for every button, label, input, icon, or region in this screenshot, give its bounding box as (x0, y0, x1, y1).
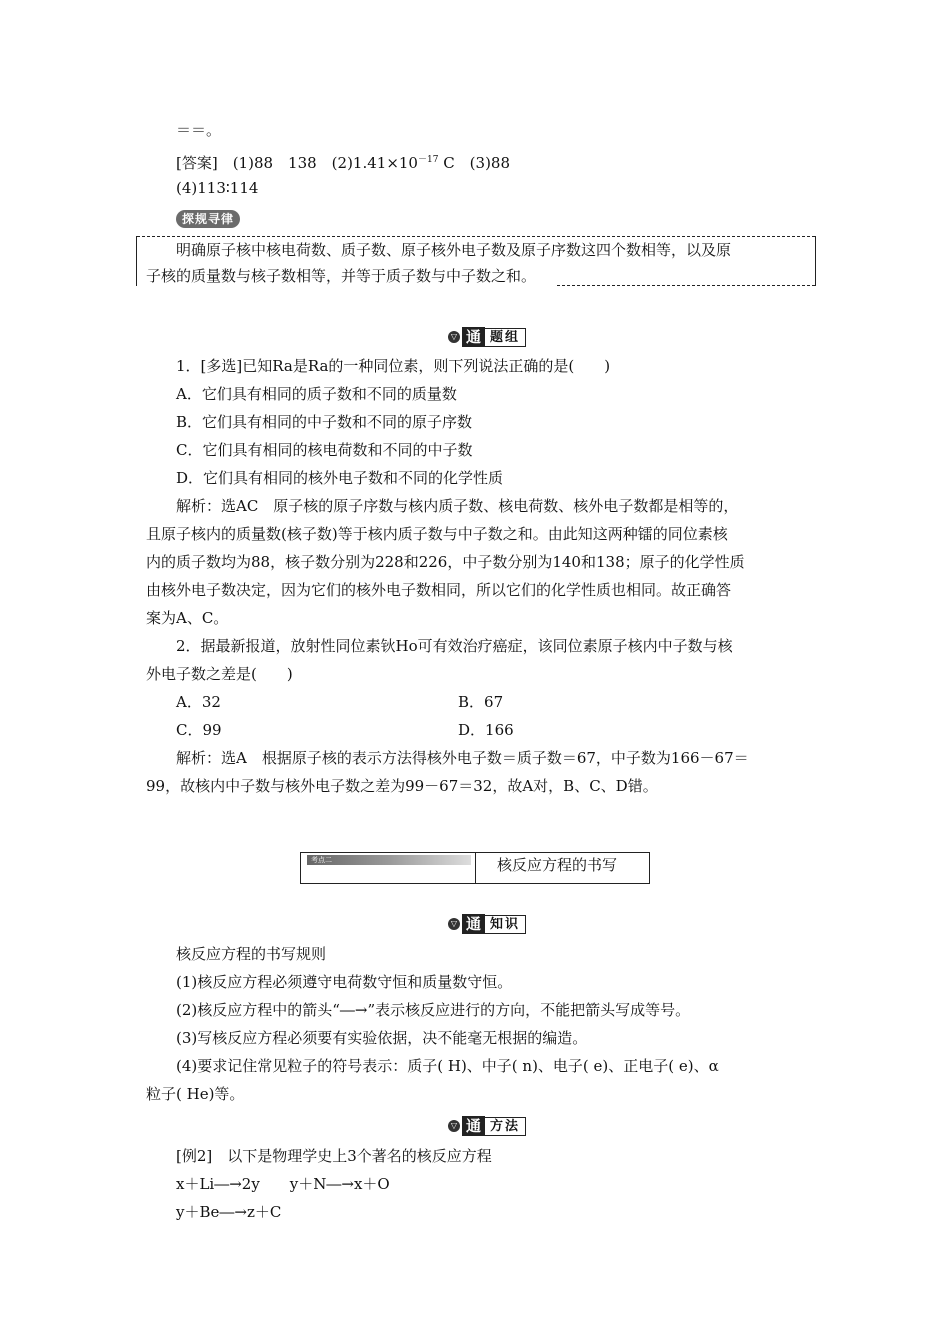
section-head-tongfangfa (448, 1116, 526, 1136)
q1-option-d: D．它们具有相同的核外电子数和不同的化学性质 (176, 469, 504, 487)
q2-stem-2: 外电子数之差是( ) (146, 665, 293, 683)
q2-stem-1: 2．据最新报道，放射性同位素钬Ho可有效治疗癌症，该同位素原子核内中子数与核 (176, 637, 733, 655)
rule-1: (1)核反应方程必须遵守电荷数守恒和质量数守恒。 (176, 973, 513, 991)
q1-analysis-2: 且原子核内的质量数(核子数)等于核内质子数与中子数之和。由此知这两种镭的同位素核 (146, 525, 728, 543)
example-2-heading: [例2] 以下是物理学史上3个著名的核反应方程 (176, 1147, 492, 1165)
key-point-tag: 考点二 (307, 855, 471, 865)
key-point-box (300, 852, 650, 884)
q1-option-a: A．它们具有相同的质子数和不同的质量数 (176, 385, 457, 403)
q1-stem: 1．[多选]已知Ra是Ra的一种同位素，则下列说法正确的是( ) (176, 357, 611, 375)
key-point-title: 核反应方程的书写 (497, 856, 618, 874)
triangle-icon: ▽ (448, 1120, 460, 1132)
section-head-tongtizu (448, 327, 526, 347)
q2-option-c: C．99 (176, 721, 222, 739)
q1-analysis-3: 内的质子数均为88，核子数分别为228和226，中子数分别为140和138；原子的化学性质 (146, 553, 745, 571)
fraction-ending: ＝＝。 (176, 121, 222, 139)
answer-text: [答案] (1)88 138 (2)1.41×10 (176, 154, 418, 172)
rules-heading: 核反应方程的书写规则 (176, 945, 327, 963)
tip-text-2: 子核的质量数与核子数相等，并等于质子数与中子数之和。 (146, 267, 537, 285)
answer-text-tail: C (3)88 (438, 154, 511, 172)
tip-dash-top (137, 236, 815, 237)
rule-3: (3)写核反应方程必须要有实验依据，决不能毫无根据的编造。 (176, 1029, 588, 1047)
q1-option-c: C．它们具有相同的核电荷数和不同的中子数 (176, 441, 473, 459)
tip-text-1: 明确原子核中核电荷数、质子数、原子核外电子数及原子序数这四个数相等，以及原 (176, 241, 732, 259)
answer-line-2: (4)113∶114 (176, 179, 259, 197)
q1-option-b: B．它们具有相同的中子数和不同的原子序数 (176, 413, 473, 431)
section-label: 方法 (485, 1117, 526, 1136)
answer-exponent: －17 (417, 155, 439, 165)
triangle-icon: ▽ (448, 331, 460, 343)
answer-line (176, 150, 510, 173)
key-point-divider (475, 853, 476, 883)
rule-4-cont: 粒子( He)等。 (146, 1085, 245, 1103)
section-head-tongzhishi (448, 914, 526, 934)
q2-option-a: A．32 (176, 693, 221, 711)
tong-label: 通 (462, 914, 485, 934)
equation-line-1: x＋Li―→2y y＋N―→x＋O (176, 1175, 390, 1193)
q2-analysis-1: 解析：选A 根据原子核的表示方法得核外电子数＝质子数＝67，中子数为166－67＝ (176, 749, 749, 767)
tong-label: 通 (462, 327, 485, 347)
section-label: 题组 (485, 328, 526, 347)
rule-4: (4)要求记住常见粒子的符号表示：质子( H)、中子( n)、电子( e)、正电子( e)、α (176, 1057, 719, 1075)
rule-2: (2)核反应方程中的箭头“―→”表示核反应进行的方向，不能把箭头写成等号。 (176, 1001, 691, 1019)
q1-analysis-1: 解析：选AC 原子核的原子序数与核内质子数、核电荷数、核外电子数都是相等的， (176, 497, 739, 515)
q2-option-b: B．67 (458, 693, 504, 711)
tong-label: 通 (462, 1116, 485, 1136)
q1-analysis-4: 由核外电子数决定，因为它们的核外电子数相同，所以它们的化学性质也相同。故正确答 (146, 581, 732, 599)
tip-dash-bottom (557, 285, 815, 286)
q2-analysis-2: 99，故核内中子数与核外电子数之差为99－67＝32，故A对，B、C、D错。 (146, 777, 658, 795)
equation-line-2: y＋Be―→z＋C (176, 1203, 282, 1221)
section-label: 知识 (485, 915, 526, 934)
q2-option-d: D．166 (458, 721, 514, 739)
tip-badge: 探规寻律 (176, 210, 240, 228)
q1-analysis-5: 案为A、C。 (146, 609, 229, 627)
triangle-icon: ▽ (448, 918, 460, 930)
